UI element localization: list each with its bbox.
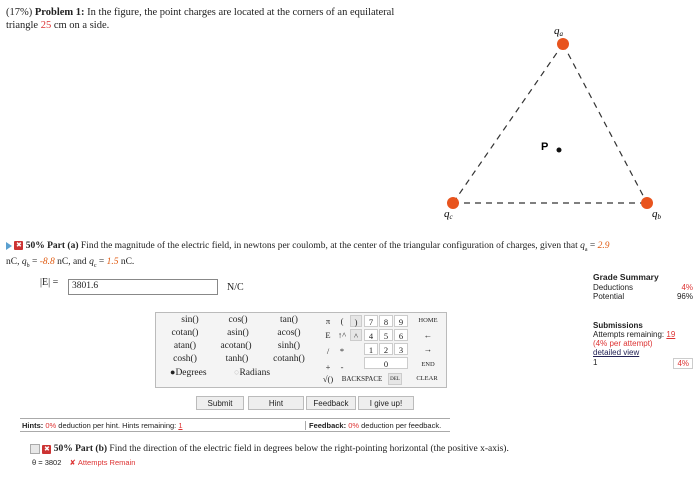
- side-ab: [563, 44, 647, 203]
- feedback-info: Feedback: 0% deduction per feedback.: [305, 421, 441, 430]
- qa-label: qa: [554, 25, 563, 38]
- submit-button[interactable]: Submit: [196, 396, 244, 410]
- answer-input[interactable]: 3801.6: [68, 279, 218, 295]
- cotan-button[interactable]: cotan(): [171, 328, 199, 338]
- potential-label: Potential: [593, 292, 625, 301]
- part-a-label: Part (a): [47, 241, 79, 251]
- sin-button[interactable]: sin(): [181, 315, 199, 325]
- key-1[interactable]: 1: [364, 343, 378, 355]
- incorrect-icon-b: ✖: [43, 445, 50, 453]
- attempts-remaining: 19: [666, 330, 676, 339]
- sqrt-key[interactable]: √(): [322, 374, 334, 384]
- key-6[interactable]: 6: [394, 329, 408, 341]
- home-key[interactable]: HOME: [418, 317, 438, 324]
- qb-label: qb: [652, 208, 661, 221]
- clear-key[interactable]: CLEAR: [416, 375, 438, 382]
- plus-key[interactable]: +: [325, 362, 331, 372]
- key-2[interactable]: 2: [379, 343, 393, 355]
- key-8[interactable]: 8: [379, 315, 393, 327]
- right-arrow-key[interactable]: →: [423, 344, 433, 354]
- tan-button[interactable]: tan(): [280, 315, 298, 325]
- open-paren-key[interactable]: (: [340, 316, 344, 326]
- radians-radio[interactable]: ○Radians: [234, 367, 271, 378]
- key-7[interactable]: 7: [364, 315, 378, 327]
- submission-deduction: 4%: [673, 358, 693, 369]
- multiply-key[interactable]: *: [339, 346, 345, 356]
- up-key[interactable]: ↑^: [337, 330, 347, 340]
- incorrect-icon: ✖: [15, 242, 22, 250]
- give-up-button[interactable]: I give up!: [358, 396, 414, 410]
- deductions-value: 4%: [681, 283, 693, 292]
- key-4[interactable]: 4: [364, 329, 378, 341]
- expand-arrow-icon[interactable]: [6, 242, 12, 250]
- hint-button[interactable]: Hint: [248, 396, 304, 410]
- del-key[interactable]: DEL: [388, 373, 402, 385]
- acos-button[interactable]: acos(): [277, 328, 301, 338]
- caret-key[interactable]: ^: [350, 329, 362, 341]
- unit-label: N/C: [227, 282, 244, 293]
- qc-label: qc: [444, 208, 453, 221]
- p-label: P: [541, 141, 549, 153]
- key-3[interactable]: 3: [394, 343, 408, 355]
- grade-summary: Grade Summary Deductions 4% Potential 96% Submissions Attempts remaining: 19 (4% per attempt) detailed view 1 4%: [593, 272, 693, 368]
- side-ac: [453, 44, 563, 203]
- end-key[interactable]: END: [421, 361, 435, 368]
- hints-feedback-row: [20, 418, 450, 432]
- tanh-button[interactable]: tanh(): [225, 354, 249, 364]
- potential-value: 96%: [676, 292, 693, 301]
- side-length: 25: [40, 20, 52, 31]
- sinh-button[interactable]: sinh(): [277, 341, 301, 351]
- answer-label: |E| =: [40, 277, 59, 288]
- key-9[interactable]: 9: [394, 315, 408, 327]
- acotan-button[interactable]: acotan(): [220, 341, 252, 351]
- submissions-title: Submissions: [593, 321, 643, 330]
- close-paren-key[interactable]: ): [350, 315, 362, 327]
- key-5[interactable]: 5: [379, 329, 393, 341]
- divide-key[interactable]: /: [326, 346, 330, 356]
- part-b-status: [32, 458, 135, 467]
- left-arrow-key[interactable]: ←: [423, 330, 433, 340]
- detailed-view-link[interactable]: detailed view: [593, 348, 640, 357]
- problem-text-3: cm on a side.: [51, 20, 110, 31]
- part-b-question: ✖ 50% Part (b) Find the direction of the electric field in degrees below the right-pointing horizontal (the positive x-axis).: [30, 444, 509, 454]
- attempts-remain: ✘ Attempts Remain: [69, 458, 136, 467]
- part-b-checkbox[interactable]: [30, 444, 40, 454]
- calculator-panel: [155, 312, 447, 388]
- qc-value: 1.5: [106, 256, 119, 267]
- feedback-button[interactable]: Feedback: [306, 396, 356, 410]
- cosh-button[interactable]: cosh(): [173, 354, 197, 364]
- per-attempt: (4% per attempt): [593, 339, 653, 348]
- qa-value: 2.9: [597, 241, 610, 251]
- submission-number: 1: [593, 358, 598, 367]
- hints-remaining: 1: [178, 421, 183, 430]
- problem-text-2: triangle: [6, 20, 41, 31]
- charge-qa: [557, 38, 569, 50]
- problem-text: In the figure, the point charges are located at the corners of an equilateral: [84, 7, 395, 18]
- deductions-label: Deductions: [593, 283, 634, 292]
- cos-button[interactable]: cos(): [228, 315, 248, 325]
- problem-weight: (17%): [6, 7, 35, 18]
- problem-label: Problem 1:: [34, 7, 85, 18]
- minus-key[interactable]: -: [340, 362, 344, 372]
- theta-answer: θ = 3802: [32, 458, 62, 467]
- atan-button[interactable]: atan(): [173, 341, 197, 351]
- part-a-percent: 50%: [25, 241, 45, 251]
- backspace-key[interactable]: BACKSPACE: [341, 375, 383, 383]
- e-key[interactable]: E: [325, 330, 331, 340]
- asin-button[interactable]: asin(): [227, 328, 249, 338]
- part-a-question: ✖ 50% Part (a) Find the magnitude of the electric field, in newtons per coulomb, at the center of the triangular configuration of charges, given that $q_a = 2.9$ nC, $q_b = -8.8$ nC, and $q_c = 1.5$ nC.: [6, 241, 610, 269]
- key-0[interactable]: 0: [364, 357, 408, 369]
- point-p: [557, 148, 562, 153]
- hints-info: Hints: 0% deduction per hint. Hints remaining: 1: [22, 421, 183, 430]
- cotanh-button[interactable]: cotanh(): [273, 354, 305, 364]
- grade-title: Grade Summary: [593, 272, 659, 282]
- degrees-radio[interactable]: ●Degrees: [170, 367, 207, 378]
- qb-value: -8.8: [39, 256, 55, 267]
- pi-key[interactable]: π: [325, 316, 331, 326]
